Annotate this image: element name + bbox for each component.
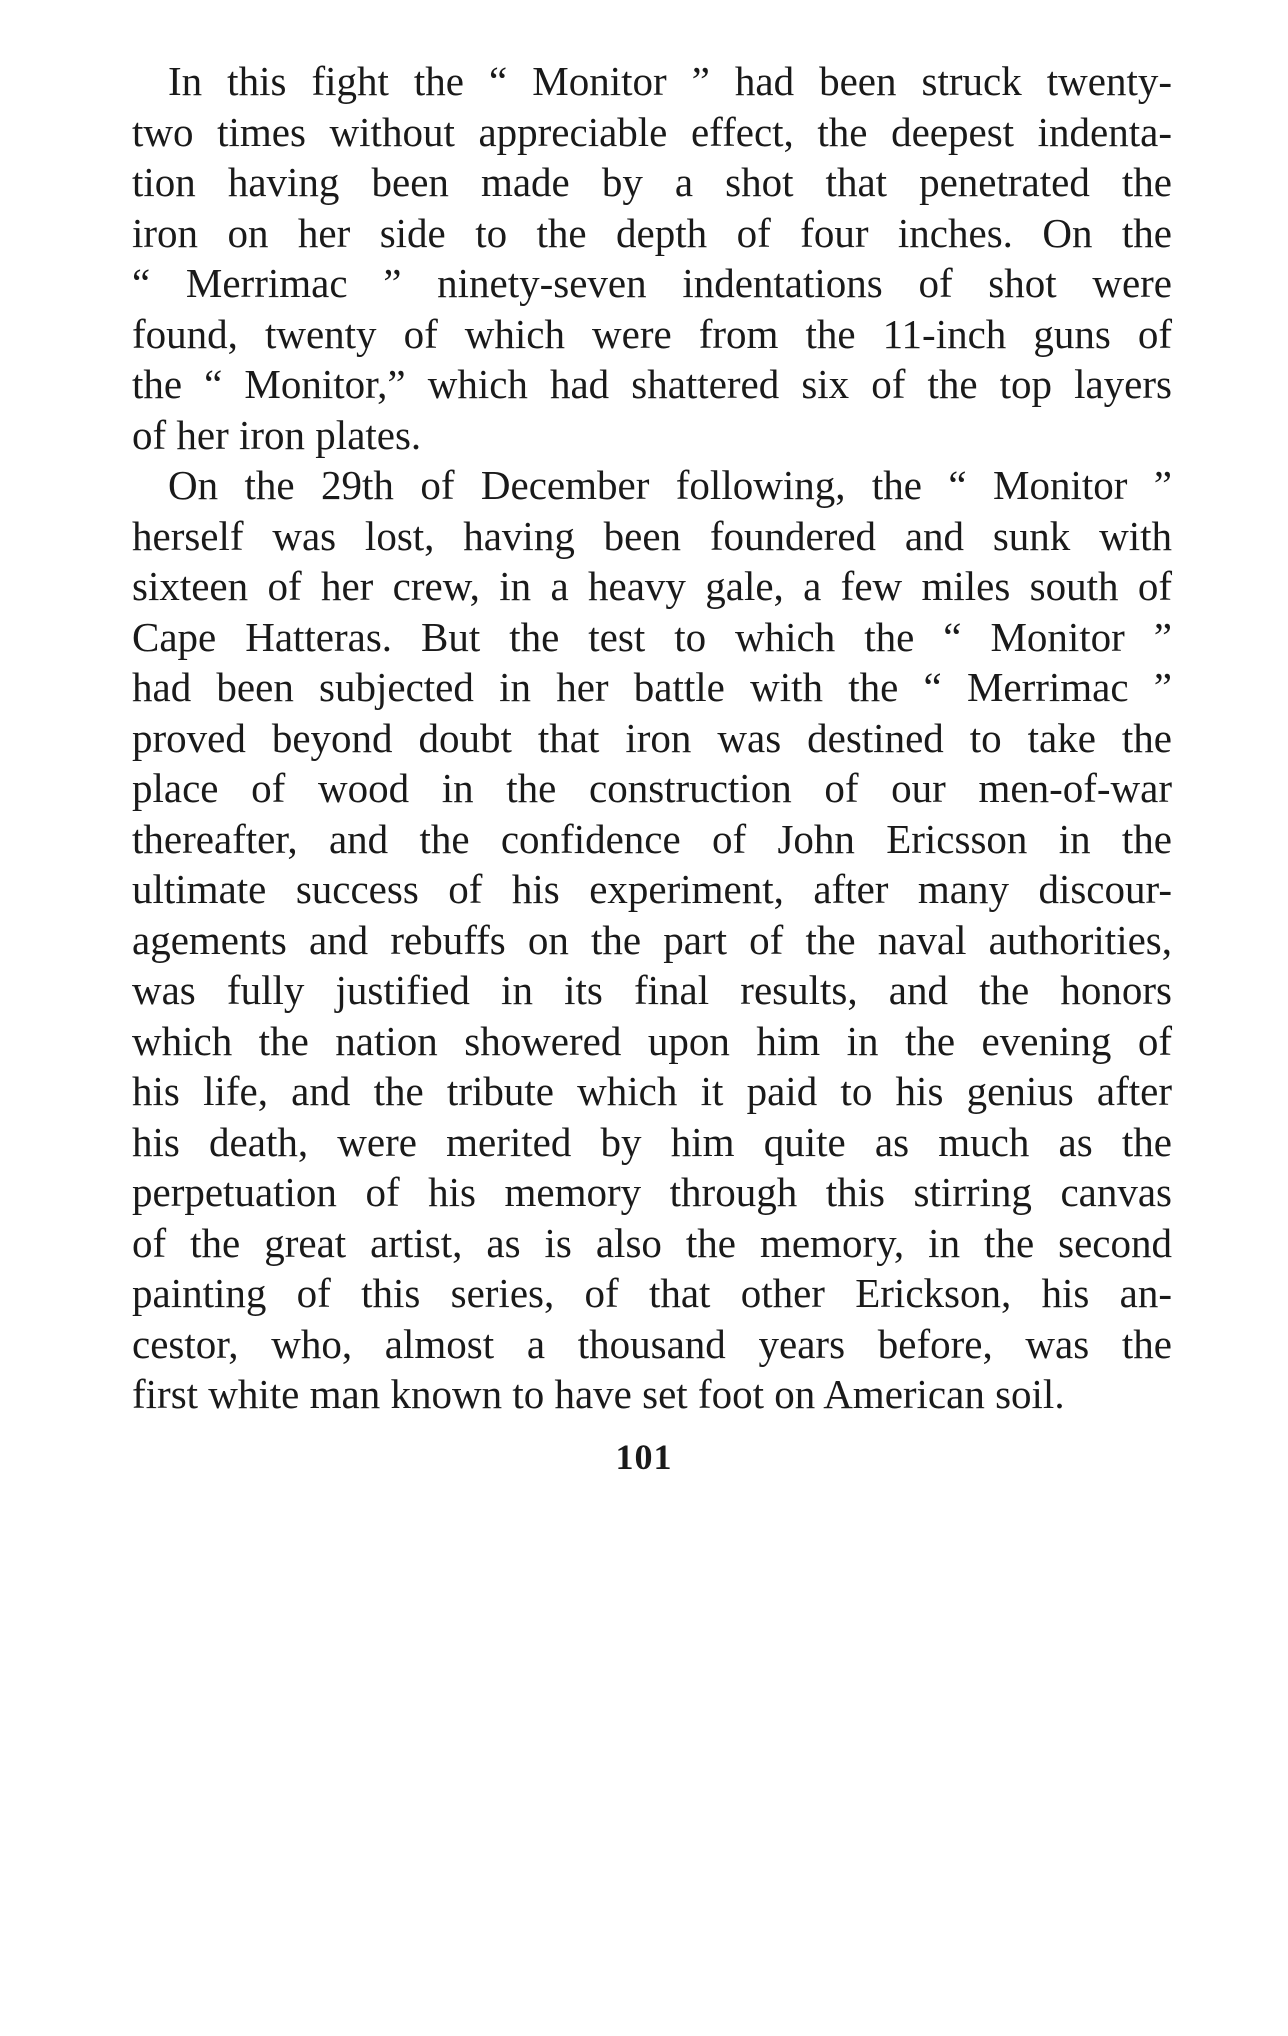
text-line: tion having been made by a shot that penetrated the — [132, 159, 1172, 205]
text-line: proved beyond doubt that iron was destined to take the — [132, 714, 1172, 761]
text-line: his death, were merited by him quite as much as the — [132, 1118, 1172, 1165]
body-text — [132, 56, 1172, 1420]
text-line: thereafter, and the confidence of John Ericsson in the — [132, 815, 1172, 862]
text-line: two times without appreciable effect, the deepest indenta- — [132, 108, 1172, 155]
paragraph-2 — [132, 460, 1172, 1420]
text-line: painting of this series, of that other Erickson, his an- — [132, 1270, 1172, 1316]
text-line: sixteen of her crew, in a heavy gale, a few miles south of — [132, 563, 1172, 609]
text-line: On the 29th of December following, the “ Monitor ” — [168, 462, 1172, 508]
page-number: 101 — [615, 1437, 673, 1477]
text-line: iron on her side to the depth of four inches. On the — [132, 209, 1172, 256]
text-line: was fully justified in its final results, and the honors — [132, 967, 1172, 1013]
text-line: place of wood in the construction of our men-of-war — [132, 765, 1172, 811]
text-line: agements and rebuffs on the part of the naval authorities, — [132, 916, 1172, 963]
text-line: ultimate success of his experiment, after many discour- — [132, 866, 1172, 912]
text-line: In this fight the “ Monitor ” had been struck twenty- — [168, 58, 1172, 104]
text-line: first white man known to have set foot on American soil. — [132, 1371, 1065, 1417]
text-line: cestor, who, almost a thousand years before, was the — [132, 1320, 1172, 1367]
text-line: the “ Monitor,” which had shattered six of the top layers — [132, 361, 1172, 407]
text-line: his life, and the tribute which it paid to his genius after — [132, 1068, 1172, 1114]
text-line: herself was lost, having been foundered and sunk with — [132, 512, 1172, 559]
text-line: “ Merrimac ” ninety-seven indentations of shot were — [132, 260, 1172, 306]
text-line: had been subjected in her battle with the “ Merrimac ” — [132, 664, 1172, 710]
text-line: of her iron plates. — [132, 411, 422, 458]
text-line: found, twenty of which were from the 11-inch guns of — [132, 310, 1172, 357]
text-line: which the nation showered upon him in the evening of — [132, 1017, 1172, 1064]
text-line: Cape Hatteras. But the test to which the “ Monitor ” — [132, 613, 1172, 660]
paragraph-1 — [132, 56, 1172, 460]
text-line: perpetuation of his memory through this stirring canvas — [132, 1169, 1172, 1215]
text-line: of the great artist, as is also the memory, in the second — [132, 1219, 1172, 1266]
